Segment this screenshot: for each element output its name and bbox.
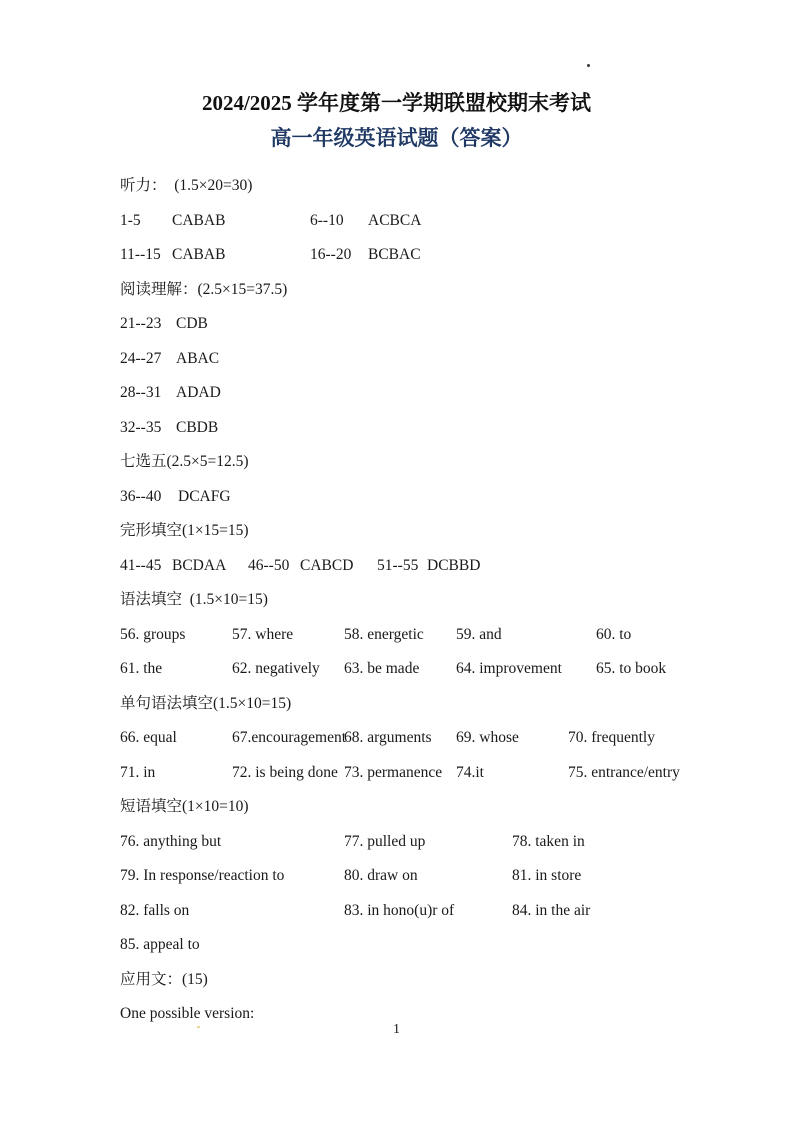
seven-choose-five-answer-row bbox=[120, 486, 718, 521]
title-block bbox=[0, 0, 793, 151]
heading-text: 应用文：(15) bbox=[120, 970, 208, 988]
answer-item: 65. to book bbox=[596, 660, 667, 677]
answer-key-content bbox=[120, 175, 718, 1038]
question-range: 41--45 bbox=[120, 556, 162, 574]
answer-item: 83. in hono(u)r of bbox=[344, 901, 455, 919]
reading-answer-row bbox=[120, 382, 718, 417]
answer-item: 60. to bbox=[596, 625, 632, 643]
answer-item: 84. in the air bbox=[512, 901, 591, 919]
answer-item: 61. the bbox=[120, 660, 163, 677]
cloze-answer-row bbox=[120, 555, 718, 590]
answer-item: 79. In response/reaction to bbox=[120, 867, 285, 884]
phrase-fill-answer-row bbox=[120, 831, 718, 866]
listening-section-heading bbox=[120, 175, 718, 210]
heading-text: 听力： (1.5×20=30) bbox=[120, 177, 253, 194]
reading-answer-row bbox=[120, 313, 718, 348]
page-number: 1 bbox=[393, 1022, 400, 1037]
answer-item: 63. be made bbox=[344, 660, 420, 677]
grammar-fill-answer-row bbox=[120, 658, 718, 693]
answer-item: 85. appeal to bbox=[120, 936, 200, 953]
cloze-section-heading bbox=[120, 520, 718, 555]
answer-item: 66. equal bbox=[120, 729, 177, 746]
heading-text: 七选五(2.5×5=12.5) bbox=[120, 453, 249, 470]
answer-item: 71. in bbox=[120, 763, 156, 781]
answer-item: 69. whose bbox=[456, 729, 519, 746]
stray-ink-dot bbox=[587, 64, 590, 67]
question-range: 28--31 bbox=[120, 384, 162, 401]
answer-item: 81. in store bbox=[512, 867, 582, 884]
question-range: 21--23 bbox=[120, 315, 162, 332]
question-range: 32--35 bbox=[120, 418, 162, 436]
question-range: 11--15 bbox=[120, 246, 161, 263]
answer-letters: DCAFG bbox=[178, 487, 231, 505]
reading-answer-row bbox=[120, 348, 718, 383]
listening-answer-row bbox=[120, 210, 718, 245]
answer-item: 56. groups bbox=[120, 625, 186, 643]
sentence-grammar-heading bbox=[120, 693, 718, 728]
phrase-fill-answer-row bbox=[120, 900, 718, 935]
listening-answer-row bbox=[120, 244, 718, 279]
answer-item: 62. negatively bbox=[232, 660, 320, 677]
grammar-fill-answer-row bbox=[120, 624, 718, 659]
sentence-grammar-answer-row bbox=[120, 762, 718, 797]
answer-item: 78. taken in bbox=[512, 832, 585, 850]
answer-item: 59. and bbox=[456, 625, 502, 643]
answer-letters: ACBCA bbox=[368, 211, 422, 229]
question-range: 16--20 bbox=[310, 246, 352, 263]
heading-text: 语法填空 (1.5×10=15) bbox=[120, 591, 268, 608]
sentence-grammar-answer-row bbox=[120, 727, 718, 762]
answer-item: 68. arguments bbox=[344, 729, 432, 746]
answer-item: 70. frequently bbox=[568, 729, 655, 746]
answer-letters: ABAC bbox=[176, 349, 220, 367]
question-range: 46--50 bbox=[248, 556, 290, 574]
answer-letters: ADAD bbox=[176, 384, 221, 401]
note-text: One possible version: bbox=[120, 1005, 255, 1022]
heading-text: 完形填空(1×15=15) bbox=[120, 522, 249, 539]
reading-section-heading bbox=[120, 279, 718, 314]
answer-item: 77. pulled up bbox=[344, 832, 426, 850]
answer-letters: DCBBD bbox=[427, 556, 481, 574]
phrase-fill-heading bbox=[120, 796, 718, 831]
question-range: 51--55 bbox=[377, 556, 419, 574]
answer-letters: BCDAA bbox=[172, 556, 227, 574]
answer-item: 57. where bbox=[232, 625, 294, 643]
seven-choose-five-heading bbox=[120, 451, 718, 486]
answer-item: 58. energetic bbox=[344, 625, 424, 643]
question-range: 24--27 bbox=[120, 349, 162, 367]
question-range: 36--40 bbox=[120, 487, 162, 505]
paper-subtitle: 高一年级英语试题（答案） bbox=[270, 126, 523, 150]
answer-letters: CABAB bbox=[172, 246, 226, 263]
answer-letters: BCBAC bbox=[368, 246, 421, 263]
writing-section-heading bbox=[120, 969, 718, 1004]
question-range: 1-5 bbox=[120, 211, 141, 229]
answer-item: 75. entrance/entry bbox=[568, 763, 680, 781]
grammar-fill-heading bbox=[120, 589, 718, 624]
answer-item: 82. falls on bbox=[120, 901, 190, 919]
answer-letters: CABAB bbox=[172, 211, 226, 229]
reading-answer-row bbox=[120, 417, 718, 452]
heading-text: 单句语法填空(1.5×10=15) bbox=[120, 694, 292, 712]
exam-title: 2024/2025 学年度第一学期联盟校期末考试 bbox=[201, 91, 592, 115]
answer-item: 76. anything but bbox=[120, 832, 222, 850]
answer-item: 73. permanence bbox=[344, 763, 443, 781]
answer-item: 80. draw on bbox=[344, 867, 418, 884]
heading-text: 阅读理解：(2.5×15=37.5) bbox=[120, 280, 288, 298]
answer-letters: CABCD bbox=[300, 556, 354, 574]
phrase-fill-answer-row bbox=[120, 934, 718, 969]
answer-item: 64. improvement bbox=[456, 660, 562, 677]
answer-letters: CBDB bbox=[176, 418, 219, 436]
heading-text: 短语填空(1×10=10) bbox=[120, 798, 249, 815]
answer-item: 74.it bbox=[456, 763, 484, 781]
answer-item: 67.encouragement bbox=[232, 729, 347, 746]
answer-item: 72. is being done bbox=[232, 763, 338, 781]
answer-letters: CDB bbox=[176, 315, 208, 332]
question-range: 6--10 bbox=[310, 211, 344, 229]
phrase-fill-answer-row bbox=[120, 865, 718, 900]
